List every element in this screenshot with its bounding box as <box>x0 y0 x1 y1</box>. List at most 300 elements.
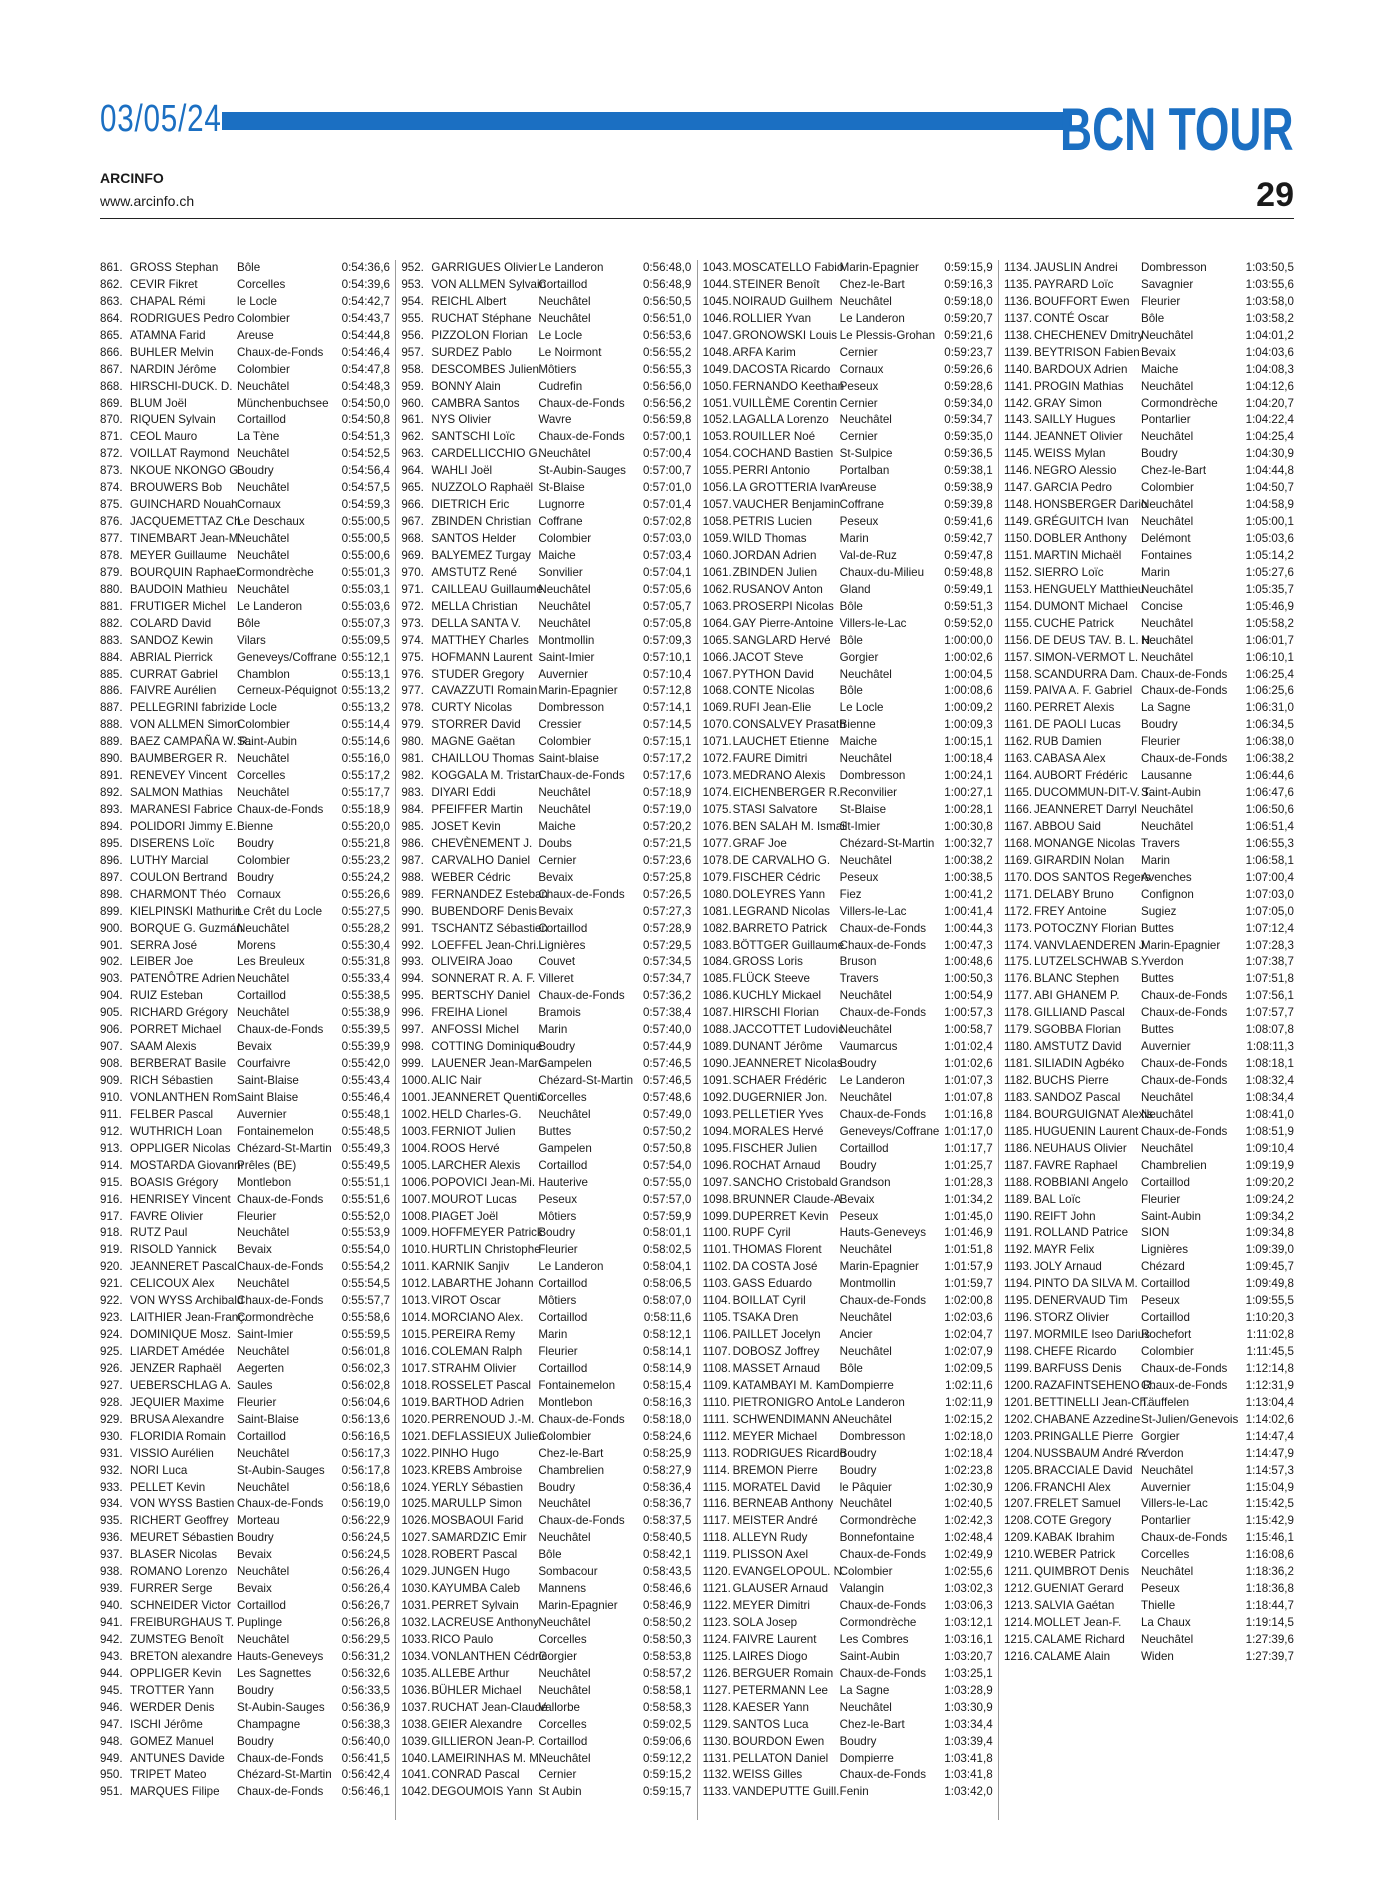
result-locality: Neuchâtel <box>538 582 591 596</box>
result-locality: Neuchâtel <box>1140 1090 1194 1104</box>
result-name: DOBLER Anthony <box>1033 532 1127 545</box>
result-name: WEISS Mylan <box>1033 447 1106 461</box>
result-row <box>100 734 390 751</box>
result-rank: 946. <box>100 1700 123 1714</box>
result-rank: 1210. <box>1003 1548 1033 1562</box>
result-name: STORZ Olivier <box>1033 1311 1110 1325</box>
result-locality: Cormondrèche <box>839 1514 917 1528</box>
result-name: MORCIANO Alex. <box>431 1311 524 1325</box>
result-rank: 963. <box>401 447 424 461</box>
result-locality: Marin <box>1140 565 1170 579</box>
result-time: 0:57:48,6 <box>642 1090 692 1104</box>
result-rank: 1190. <box>1003 1209 1033 1223</box>
result-time: 0:55:14,6 <box>341 735 390 749</box>
result-rank: 1113. <box>702 1446 730 1460</box>
result-name: GOMEZ Manuel <box>130 1734 214 1748</box>
result-locality: Colombier <box>839 1565 893 1579</box>
result-time: 1:06:58,1 <box>1245 853 1294 867</box>
result-time: 1:02:11,9 <box>945 1395 993 1409</box>
result-row <box>401 700 691 717</box>
result-time: 1:05:14,2 <box>1245 548 1294 562</box>
result-name: MOSBAOUI Farid <box>431 1514 524 1528</box>
result-rank: 1127. <box>702 1683 731 1697</box>
result-rank: 1175. <box>1003 955 1033 969</box>
result-rank: 865. <box>100 328 123 342</box>
result-time: 1:11:45,5 <box>1246 1345 1294 1358</box>
result-rank: 891. <box>100 769 123 783</box>
result-time: 1:00:09,3 <box>944 718 993 732</box>
result-row <box>703 379 993 396</box>
result-locality: Chaux-de-Fonds <box>839 1666 927 1680</box>
result-row <box>703 1412 993 1429</box>
result-rank: 1178. <box>1003 1006 1033 1020</box>
result-locality: Neuchâtel <box>1140 819 1194 833</box>
result-row <box>1004 1530 1294 1547</box>
result-rank: 947. <box>100 1717 123 1731</box>
result-time: 1:03:58,0 <box>1245 294 1294 308</box>
result-time: 0:54:48,3 <box>341 379 390 393</box>
result-locality: Cernier <box>839 345 878 359</box>
result-rank: 913. <box>100 1141 123 1155</box>
result-time: 1:08:51,9 <box>1245 1124 1294 1138</box>
result-name: COTE Gregory <box>1033 1514 1112 1528</box>
result-row <box>100 1293 390 1310</box>
result-rank: 1005. <box>401 1158 431 1172</box>
result-rank: 1208. <box>1003 1514 1033 1528</box>
result-row <box>1004 1547 1294 1564</box>
result-row <box>100 768 390 785</box>
result-row <box>401 853 691 870</box>
result-name: WILD Thomas <box>732 532 807 545</box>
result-locality: Neuchâtel <box>237 972 290 986</box>
result-rank: 1103. <box>702 1277 731 1291</box>
result-name: COCHAND Bastien <box>732 447 834 461</box>
result-row <box>703 667 993 684</box>
result-row <box>1004 734 1294 751</box>
result-locality: Neuchâtel <box>237 1006 290 1020</box>
result-row <box>401 1141 691 1158</box>
result-rank: 1177. <box>1003 989 1033 1003</box>
result-locality: Neuchâtel <box>839 752 892 766</box>
result-time: 0:56:46,1 <box>341 1785 390 1799</box>
result-name: ABBOU Said <box>1033 819 1101 833</box>
result-row <box>703 497 993 514</box>
result-name: FISCHER Cédric <box>732 870 821 884</box>
result-locality: le Locle <box>237 701 277 715</box>
result-rank: 953. <box>401 277 424 291</box>
result-locality: Geneveys/Coffrane <box>237 650 337 664</box>
result-name: FREY Antoine <box>1033 904 1107 918</box>
result-time: 0:55:03,1 <box>341 582 390 596</box>
result-locality: Neuchâtel <box>237 447 290 461</box>
result-name: POLIDORI Jimmy E. <box>130 819 237 833</box>
result-name: CALAME Alain <box>1033 1649 1111 1663</box>
result-rank: 1134. <box>1003 261 1033 274</box>
result-row <box>401 819 691 836</box>
result-name: KABAK Ibrahim <box>1033 1531 1115 1545</box>
header-bar <box>222 112 1072 130</box>
result-name: BEYTRISON Fabien <box>1033 345 1140 359</box>
result-locality: Peseux <box>839 870 879 884</box>
result-time: 0:55:43,4 <box>341 1074 390 1087</box>
result-row <box>401 734 691 751</box>
result-rank: 960. <box>401 396 424 410</box>
result-locality: Coffrane <box>538 515 583 529</box>
result-locality: Boudry <box>237 836 274 850</box>
result-time: 0:56:26,8 <box>341 1616 390 1629</box>
result-row <box>100 1649 390 1666</box>
result-rank: 1098. <box>702 1192 732 1206</box>
result-time: 1:07:12,4 <box>1245 921 1294 935</box>
result-time: 0:59:18,0 <box>944 294 993 308</box>
result-rank: 944. <box>100 1666 123 1680</box>
result-rank: 941. <box>100 1616 123 1629</box>
result-row <box>1004 362 1294 379</box>
result-time: 1:09:55,5 <box>1245 1294 1294 1308</box>
result-name: ROMANO Lorenzo <box>130 1565 228 1579</box>
result-name: GARCIA Pedro <box>1033 481 1112 495</box>
result-row <box>1004 1141 1294 1158</box>
result-time: 0:58:58,1 <box>642 1683 692 1697</box>
result-name: LAUCHET Etienne <box>732 735 830 749</box>
result-name: LUTHY Marcial <box>130 853 209 867</box>
result-row <box>1004 1158 1294 1175</box>
result-time: 0:55:58,6 <box>341 1311 390 1325</box>
result-rank: 876. <box>100 515 123 529</box>
result-rank: 1047. <box>702 328 732 342</box>
result-rank: 1015. <box>401 1328 431 1342</box>
result-rank: 1049. <box>702 362 732 376</box>
result-time: 1:04:44,8 <box>1245 464 1294 478</box>
result-rank: 983. <box>401 786 424 800</box>
result-time: 0:58:01,1 <box>642 1226 692 1240</box>
result-locality: Neuchâtel <box>1140 633 1194 647</box>
result-locality: Chaux-de-Fonds <box>237 1192 324 1206</box>
result-name: NKOUE NKONGO G. <box>130 464 242 478</box>
result-locality: Marin <box>538 1023 568 1037</box>
result-rank: 1024. <box>401 1480 431 1494</box>
result-rank: 1159. <box>1003 684 1033 698</box>
result-row <box>100 1683 390 1700</box>
result-time: 1:01:34,2 <box>944 1192 993 1206</box>
result-rank: 991. <box>401 921 424 935</box>
result-time: 0:55:59,5 <box>341 1328 390 1342</box>
result-rank: 1090. <box>702 1057 732 1071</box>
result-name: BOURGUIGNAT Alexis <box>1033 1107 1153 1121</box>
result-row <box>703 717 993 734</box>
result-rank: 901. <box>100 938 123 952</box>
result-time: 1:16:08,6 <box>1245 1548 1294 1562</box>
result-time: 1:14:47,4 <box>1245 1429 1294 1443</box>
result-rank: 1104. <box>702 1294 731 1308</box>
result-name: BARRETO Patrick <box>732 921 828 935</box>
result-rank: 1040. <box>401 1751 431 1765</box>
result-locality: Saint-blaise <box>538 752 599 766</box>
result-name: MARTIN Michaël <box>1033 548 1122 562</box>
result-time: 0:55:24,2 <box>341 870 390 884</box>
result-name: FISCHER Julien <box>732 1141 818 1155</box>
result-row <box>401 1751 691 1768</box>
result-time: 0:57:02,8 <box>642 515 692 529</box>
result-rank: 1089. <box>702 1040 732 1054</box>
result-rank: 1188. <box>1003 1175 1033 1189</box>
result-row <box>703 683 993 700</box>
result-row <box>703 802 993 819</box>
result-locality: Cortaillod <box>538 1158 588 1172</box>
result-row <box>703 1141 993 1158</box>
result-rank: 888. <box>100 718 123 732</box>
result-locality: Saint-Aubin <box>1140 1209 1201 1223</box>
result-locality: Dompierre <box>839 1378 894 1392</box>
result-rank: 997. <box>401 1023 424 1037</box>
result-name: QUIMBROT Denis <box>1033 1565 1130 1579</box>
result-name: BOILLAT Cyril <box>732 1294 806 1308</box>
result-locality: Chaux-de-Fonds <box>1140 684 1228 698</box>
result-locality: Travers <box>839 972 879 986</box>
result-locality: Chaux-de-Fonds <box>237 345 324 359</box>
result-rank: 976. <box>401 667 424 681</box>
result-rank: 898. <box>100 887 123 901</box>
result-rank: 985. <box>401 819 424 833</box>
result-name: FERNANDO Keethan <box>732 379 845 393</box>
result-row <box>401 446 691 463</box>
result-time: 0:56:56,2 <box>642 396 692 410</box>
result-locality: Vallorbe <box>538 1700 581 1714</box>
result-locality: Cortaillod <box>1140 1175 1190 1189</box>
result-row <box>703 1090 993 1107</box>
result-name: PATENÔTRE Adrien <box>130 972 236 986</box>
result-row <box>703 599 993 616</box>
result-locality: Saint-Aubin <box>839 1649 900 1663</box>
result-locality: Boudry <box>237 1734 274 1748</box>
result-name: CAVAZZUTI Romain <box>431 684 538 698</box>
result-name: DENERVAUD Tim <box>1033 1294 1128 1308</box>
result-row <box>1004 396 1294 413</box>
result-name: HOFFMEYER Patrick <box>431 1226 543 1240</box>
result-row <box>1004 565 1294 582</box>
result-name: MARULLP Simon <box>431 1497 522 1511</box>
result-rank: 910. <box>100 1090 123 1104</box>
result-row <box>100 1530 390 1547</box>
result-rank: 1088. <box>702 1023 732 1037</box>
result-time: 1:05:58,2 <box>1245 616 1294 630</box>
result-rank: 1048. <box>702 345 732 359</box>
result-rank: 1213. <box>1003 1599 1033 1613</box>
result-name: CEVIR Fikret <box>130 277 198 291</box>
result-rank: 1059. <box>702 532 732 545</box>
result-name: EVANGELOPOUL. N. <box>732 1565 846 1579</box>
result-name: ROUILLER Noé <box>732 430 816 444</box>
result-name: ALLEBE Arthur <box>431 1666 510 1680</box>
result-rank: 924. <box>100 1328 123 1342</box>
result-row <box>401 1124 691 1141</box>
result-rank: 1058. <box>702 515 732 529</box>
result-time: 1:02:40,5 <box>944 1497 993 1511</box>
result-name: KAESER Yann <box>732 1700 809 1714</box>
result-row <box>401 1564 691 1581</box>
result-name: JACCOTTET Ludovic <box>732 1023 844 1037</box>
result-name: ROOS Hervé <box>431 1141 500 1155</box>
result-row <box>100 971 390 988</box>
result-time: 0:58:50,2 <box>642 1616 692 1629</box>
result-rank: 922. <box>100 1294 123 1308</box>
result-row <box>703 1073 993 1090</box>
result-rank: 1050. <box>702 379 732 393</box>
result-name: DE DEUS TAV. B. L. H. <box>1033 633 1154 647</box>
result-rank: 1115. <box>702 1480 730 1494</box>
result-name: FLÜCK Steeve <box>732 972 810 986</box>
result-name: VIROT Oscar <box>431 1294 501 1308</box>
result-locality: Chaux-de-Fonds <box>538 430 625 444</box>
result-time: 0:58:40,5 <box>642 1531 692 1545</box>
result-locality: St-Blaise <box>538 481 585 495</box>
result-time: 1:01:16,8 <box>944 1107 993 1121</box>
result-row <box>703 1649 993 1666</box>
result-time: 0:55:09,5 <box>341 633 390 647</box>
result-row <box>401 751 691 768</box>
result-rank: 1075. <box>702 803 732 816</box>
result-time: 1:03:34,4 <box>944 1717 993 1731</box>
result-locality: Chaux-de-Fonds <box>1140 1531 1228 1545</box>
result-locality: Corcelles <box>237 769 286 783</box>
result-row <box>100 836 390 853</box>
result-locality: Bevaix <box>538 904 574 918</box>
result-rank: 866. <box>100 345 123 359</box>
result-locality: Fenin <box>839 1785 869 1799</box>
result-rank: 1117. <box>702 1514 730 1528</box>
result-name: PFEIFFER Martin <box>431 803 523 816</box>
result-locality: Dompierre <box>839 1751 894 1765</box>
result-row <box>703 1615 993 1632</box>
result-time: 0:58:27,9 <box>642 1463 692 1477</box>
result-locality: Cormondrèche <box>237 1311 314 1325</box>
result-row <box>1004 1327 1294 1344</box>
result-name: UEBERSCHLAG A. <box>130 1378 232 1392</box>
result-locality: Avenches <box>1140 870 1192 884</box>
result-locality: Yverdon <box>1140 1446 1184 1460</box>
result-row <box>703 396 993 413</box>
result-time: 1:14:02,6 <box>1245 1412 1294 1426</box>
result-locality: Saules <box>237 1378 273 1392</box>
result-time: 0:57:01,0 <box>642 481 692 495</box>
result-name: PROSERPI Nicolas <box>732 599 834 613</box>
result-rank: 1034. <box>401 1649 431 1663</box>
result-time: 1:03:30,9 <box>944 1700 993 1714</box>
result-name: CHECHENEV Dmitry <box>1033 328 1144 342</box>
result-rank: 861. <box>100 261 123 274</box>
result-name: RUB Damien <box>1033 735 1102 749</box>
result-row <box>401 1581 691 1598</box>
result-rank: 883. <box>100 633 123 647</box>
result-name: RUTZ Paul <box>130 1226 188 1240</box>
result-row <box>1004 683 1294 700</box>
result-locality: Fleurier <box>1140 735 1181 749</box>
result-rank: 1182. <box>1003 1074 1033 1087</box>
result-rank: 1108. <box>702 1361 731 1375</box>
result-time: 1:03:16,1 <box>944 1632 993 1646</box>
result-time: 1:04:03,6 <box>1245 345 1294 359</box>
result-name: LA GROTTERIA Ivan <box>732 481 842 495</box>
result-time: 1:01:45,0 <box>944 1209 993 1223</box>
result-time: 1:06:10,1 <box>1245 650 1294 664</box>
result-name: DUPERRET Kevin <box>732 1209 829 1223</box>
result-locality: Neuchâtel <box>839 1090 892 1104</box>
result-locality: Cernier <box>839 396 878 410</box>
result-locality: St Aubin <box>538 1785 582 1799</box>
result-locality: Champagne <box>237 1717 301 1731</box>
result-time: 0:56:41,5 <box>341 1751 390 1765</box>
result-name: VAUCHER Benjamin <box>732 498 841 512</box>
result-row <box>100 921 390 938</box>
result-rank: 949. <box>100 1751 123 1765</box>
result-row <box>401 565 691 582</box>
result-locality: Lugnorre <box>538 498 585 512</box>
result-rank: 1146. <box>1003 464 1033 478</box>
result-rank: 925. <box>100 1345 123 1358</box>
result-row <box>703 260 993 277</box>
result-locality: Chaux-de-Fonds <box>237 1751 324 1765</box>
result-rank: 951. <box>100 1785 123 1799</box>
brand-url[interactable]: www.arcinfo.ch <box>100 193 195 209</box>
result-row <box>703 1513 993 1530</box>
result-rank: 1163. <box>1003 752 1033 766</box>
result-row <box>703 1530 993 1547</box>
result-name: KUCHLY Mickael <box>732 989 822 1003</box>
result-row <box>401 1734 691 1751</box>
result-locality: Neuchâtel <box>237 582 290 596</box>
result-time: 0:58:46,6 <box>642 1582 692 1596</box>
result-locality: Neuchâtel <box>1140 582 1194 596</box>
result-name: GROSS Stephan <box>130 261 219 274</box>
result-locality: Chaux-de-Fonds <box>1140 1361 1228 1375</box>
result-rank: 1002. <box>401 1107 431 1121</box>
result-time: 0:54:50,0 <box>341 396 390 410</box>
result-name: FRANCHI Alex <box>1033 1480 1111 1494</box>
result-name: COLEMAN Ralph <box>431 1345 523 1358</box>
result-name: ROSSELET Pascal <box>431 1378 531 1392</box>
result-time: 0:55:33,4 <box>341 972 390 986</box>
result-locality: Dombresson <box>538 701 605 715</box>
result-rank: 1152. <box>1003 565 1033 579</box>
result-rank: 957. <box>401 345 424 359</box>
result-name: OPPLIGER Nicolas <box>130 1141 231 1155</box>
result-rank: 1045. <box>702 294 732 308</box>
result-time: 0:56:53,6 <box>642 328 692 342</box>
result-rank: 1107. <box>702 1345 731 1358</box>
result-name: PERRI Antonio <box>732 464 810 478</box>
result-time: 0:59:38,1 <box>944 464 993 478</box>
result-rank: 1156. <box>1003 633 1033 647</box>
result-locality: La Sagne <box>839 1683 890 1697</box>
result-locality: Môtiers <box>538 362 577 376</box>
result-rank: 1215. <box>1003 1632 1033 1646</box>
result-rank: 1129. <box>702 1717 731 1731</box>
result-rank: 1082. <box>702 921 732 935</box>
result-row <box>1004 616 1294 633</box>
result-time: 1:08:11,3 <box>1246 1040 1294 1054</box>
result-locality: Pontarlier <box>1140 413 1191 427</box>
result-rank: 911. <box>100 1107 122 1121</box>
result-name: MARANESI Fabrice <box>130 803 233 816</box>
result-time: 0:55:48,1 <box>341 1107 390 1121</box>
result-time: 0:56:17,3 <box>341 1446 390 1460</box>
result-rank: 1114. <box>702 1463 730 1477</box>
result-row <box>401 362 691 379</box>
result-row <box>100 396 390 413</box>
result-row <box>100 819 390 836</box>
result-time: 0:56:19,0 <box>341 1497 390 1511</box>
result-name: PERRENOUD J.-M. <box>431 1412 535 1426</box>
